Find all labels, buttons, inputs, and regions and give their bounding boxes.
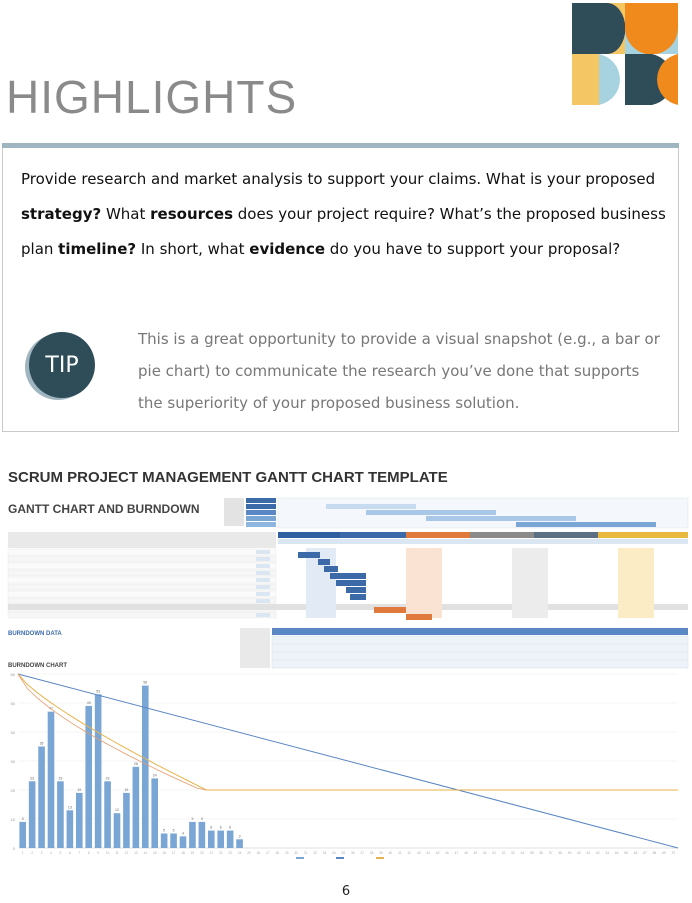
x-tick-label: 60 bbox=[577, 851, 581, 855]
bar-data-label: 19 bbox=[124, 787, 129, 792]
x-tick-label: 55 bbox=[530, 851, 534, 855]
x-tick-label: 4 bbox=[50, 851, 52, 855]
task-status-cell bbox=[256, 585, 270, 589]
x-tick-label: 17 bbox=[171, 851, 176, 855]
x-tick-label: 33 bbox=[322, 851, 327, 855]
y-tick-label: 30 bbox=[10, 759, 15, 764]
x-tick-label: 10 bbox=[105, 851, 110, 855]
x-tick-label: 39 bbox=[379, 851, 383, 855]
x-tick-label: 61 bbox=[586, 851, 591, 855]
x-tick-label: 58 bbox=[558, 851, 562, 855]
x-tick-label: 29 bbox=[284, 851, 289, 855]
burndown-bar bbox=[151, 778, 158, 848]
y-tick-label: 10 bbox=[10, 817, 15, 822]
x-tick-label: 64 bbox=[614, 851, 619, 855]
burndown-chart bbox=[11, 672, 678, 859]
bar-data-label: 28 bbox=[133, 761, 138, 766]
x-tick-label: 19 bbox=[190, 851, 195, 855]
task-row bbox=[8, 598, 276, 604]
burndown-bar bbox=[227, 831, 234, 848]
tip-badge: TIP bbox=[29, 332, 95, 398]
x-tick-label: 36 bbox=[350, 851, 355, 855]
task-status-cell bbox=[256, 550, 270, 554]
x-tick-label: 26 bbox=[256, 851, 261, 855]
bar-data-label: 13 bbox=[67, 805, 72, 810]
burndown-bar bbox=[29, 781, 36, 848]
x-tick-label: 38 bbox=[369, 851, 374, 855]
bar-data-label: 56 bbox=[143, 680, 148, 685]
x-tick-label: 47 bbox=[454, 851, 459, 855]
x-tick-label: 16 bbox=[162, 851, 166, 855]
burndown-bar bbox=[199, 822, 206, 848]
task-status-cell bbox=[256, 592, 270, 596]
y-tick-label: 60 bbox=[10, 672, 15, 677]
lead-strong-evidence: evidence bbox=[249, 240, 326, 258]
sprint-legend bbox=[224, 498, 688, 528]
lead-text: What bbox=[101, 205, 151, 223]
x-tick-label: 62 bbox=[596, 851, 600, 855]
x-tick-label: 18 bbox=[181, 851, 185, 855]
bar-data-label: 23 bbox=[105, 776, 110, 781]
burndown-bar bbox=[236, 839, 243, 848]
burndown-bar bbox=[76, 793, 83, 848]
burndown-bar bbox=[142, 686, 149, 848]
lead-text: do you have to support your proposal? bbox=[325, 240, 621, 258]
x-tick-label: 23 bbox=[228, 851, 232, 855]
x-tick-label: 40 bbox=[388, 851, 393, 855]
x-tick-label: 31 bbox=[303, 851, 308, 855]
x-tick-label: 27 bbox=[266, 851, 270, 855]
task-row bbox=[8, 612, 276, 618]
task-status-cell bbox=[256, 578, 270, 582]
burndown-bar bbox=[38, 747, 45, 849]
x-tick-label: 70 bbox=[671, 851, 676, 855]
bar-data-label: 47 bbox=[49, 706, 53, 711]
bar-data-label: 9 bbox=[21, 816, 24, 821]
task-status-cell bbox=[256, 599, 270, 603]
x-tick-label: 50 bbox=[482, 851, 487, 855]
y-tick-label: 20 bbox=[10, 788, 15, 793]
y-tick-label: 50 bbox=[10, 701, 15, 706]
x-tick-label: 3 bbox=[40, 851, 43, 855]
page-number: 6 bbox=[341, 884, 351, 899]
burndown-data-table bbox=[240, 628, 688, 668]
x-tick-label: 44 bbox=[426, 851, 430, 855]
x-tick-label: 65 bbox=[624, 851, 628, 855]
bar-data-label: 6 bbox=[210, 825, 213, 830]
x-tick-label: 21 bbox=[209, 851, 214, 855]
x-tick-label: 63 bbox=[605, 851, 610, 855]
x-tick-label: 43 bbox=[416, 851, 421, 855]
x-tick-label: 69 bbox=[662, 851, 666, 855]
task-status-cell bbox=[256, 571, 270, 575]
x-tick-label: 48 bbox=[464, 851, 468, 855]
x-tick-label: 28 bbox=[275, 851, 280, 855]
x-tick-label: 67 bbox=[643, 851, 647, 855]
burndown-bar bbox=[104, 781, 111, 848]
x-tick-label: 51 bbox=[492, 851, 496, 855]
x-tick-label: 25 bbox=[247, 851, 251, 855]
task-row bbox=[8, 577, 276, 583]
x-tick-label: 14 bbox=[143, 851, 148, 855]
lead-text: Provide research and market analysis to support your claims. What is your proposed bbox=[21, 170, 656, 188]
burndown-bar bbox=[217, 831, 224, 848]
x-tick-label: 66 bbox=[633, 851, 638, 855]
bar-data-label: 23 bbox=[30, 776, 35, 781]
x-tick-label: 1 bbox=[21, 851, 24, 855]
burndown-bar bbox=[189, 822, 196, 848]
x-tick-label: 34 bbox=[332, 851, 336, 855]
x-tick-label: 22 bbox=[218, 851, 223, 855]
burndown-bar bbox=[123, 793, 130, 848]
lead-strong-timeline: timeline? bbox=[58, 240, 137, 258]
burndown-bar bbox=[208, 831, 215, 848]
bar-data-label: 6 bbox=[229, 825, 232, 830]
x-tick-label: 13 bbox=[134, 851, 138, 855]
legend-swatch bbox=[336, 857, 344, 859]
x-tick-label: 9 bbox=[97, 851, 100, 855]
bar-data-label: 3 bbox=[238, 834, 241, 839]
x-tick-label: 37 bbox=[360, 851, 364, 855]
bar-data-label: 9 bbox=[200, 816, 203, 821]
burndown-chart-label: BURNDOWN CHART bbox=[8, 663, 67, 669]
bar-data-label: 4 bbox=[182, 831, 184, 836]
burndown-bar bbox=[19, 822, 26, 848]
task-status-cell bbox=[256, 613, 270, 617]
task-row bbox=[8, 570, 276, 576]
x-tick-label: 45 bbox=[435, 851, 440, 855]
burndown-data-label: BURNDOWN DATA bbox=[8, 631, 62, 637]
bar-data-label: 5 bbox=[163, 828, 166, 833]
x-tick-label: 56 bbox=[539, 851, 544, 855]
lead-text: does your project require? What’s the proposed business plan bbox=[21, 205, 666, 258]
burndown-bar bbox=[161, 834, 168, 849]
timeline-header bbox=[278, 532, 688, 544]
x-tick-label: 52 bbox=[501, 851, 506, 855]
page-title: HIGHLIGHTS bbox=[6, 71, 298, 123]
legend-swatch bbox=[296, 857, 304, 859]
x-tick-label: 5 bbox=[59, 851, 62, 855]
image-heading: SCRUM PROJECT MANAGEMENT GANTT CHART TEMPLATE bbox=[8, 469, 448, 486]
y-tick-label: 0 bbox=[12, 846, 15, 851]
task-status-cell bbox=[256, 557, 270, 561]
tip-text: This is a great opportunity to provide a visual snapshot (e.g., a bar or pie chart) to communicate the research you’ve done that supports the superiority of your proposed business solution. bbox=[138, 330, 660, 412]
task-row bbox=[8, 591, 276, 597]
x-tick-label: 7 bbox=[78, 851, 81, 855]
x-tick-label: 57 bbox=[548, 851, 553, 855]
x-tick-label: 41 bbox=[398, 851, 402, 855]
burndown-bar bbox=[133, 767, 140, 848]
x-tick-label: 2 bbox=[31, 851, 34, 855]
x-tick-label: 32 bbox=[313, 851, 317, 855]
x-tick-label: 8 bbox=[87, 851, 90, 855]
x-tick-label: 46 bbox=[445, 851, 449, 855]
gantt-burndown-image bbox=[6, 462, 690, 862]
task-status-cell bbox=[256, 564, 270, 568]
bar-data-label: 9 bbox=[191, 816, 194, 821]
burndown-bar bbox=[180, 836, 187, 848]
bar-data-label: 53 bbox=[96, 689, 101, 694]
burndown-bar bbox=[67, 810, 74, 848]
x-tick-label: 42 bbox=[407, 851, 412, 855]
burndown-bar bbox=[114, 813, 121, 848]
x-tick-label: 68 bbox=[652, 851, 657, 855]
x-tick-label: 35 bbox=[341, 851, 346, 855]
bar-data-label: 35 bbox=[39, 741, 44, 746]
burndown-bar bbox=[170, 834, 177, 849]
bar-data-label: 49 bbox=[86, 700, 91, 705]
x-tick-label: 54 bbox=[520, 851, 525, 855]
x-tick-label: 12 bbox=[124, 851, 129, 855]
x-tick-label: 49 bbox=[473, 851, 478, 855]
x-tick-label: 20 bbox=[200, 851, 204, 855]
lead-strong-resources: resources bbox=[150, 205, 234, 223]
y-tick-label: 40 bbox=[10, 730, 15, 735]
x-tick-label: 53 bbox=[511, 851, 515, 855]
task-row bbox=[8, 549, 276, 555]
task-row bbox=[8, 556, 276, 562]
x-tick-label: 15 bbox=[152, 851, 157, 855]
bar-data-label: 24 bbox=[152, 773, 157, 778]
bar-data-label: 5 bbox=[172, 828, 175, 833]
bar-data-label: 23 bbox=[58, 776, 63, 781]
burndown-bar bbox=[57, 781, 64, 848]
bar-data-label: 6 bbox=[219, 825, 222, 830]
x-tick-label: 59 bbox=[567, 851, 572, 855]
task-row bbox=[8, 584, 276, 590]
burndown-bar bbox=[48, 712, 55, 848]
decorative-pattern-icon bbox=[572, 3, 678, 105]
legend-swatch bbox=[376, 857, 384, 859]
image-subheading: GANTT CHART AND BURNDOWN bbox=[8, 502, 200, 516]
task-row bbox=[8, 563, 276, 569]
x-tick-label: 30 bbox=[294, 851, 298, 855]
x-tick-label: 24 bbox=[237, 851, 242, 855]
lead-text: In short, what bbox=[136, 240, 250, 258]
lead-paragraph bbox=[21, 162, 666, 267]
x-tick-label: 11 bbox=[115, 851, 119, 855]
bar-data-label: 19 bbox=[77, 787, 82, 792]
x-tick-label: 6 bbox=[68, 851, 71, 855]
burndown-bar bbox=[95, 694, 102, 848]
bar-data-label: 12 bbox=[115, 808, 119, 813]
lead-strong-strategy: strategy? bbox=[21, 205, 102, 223]
